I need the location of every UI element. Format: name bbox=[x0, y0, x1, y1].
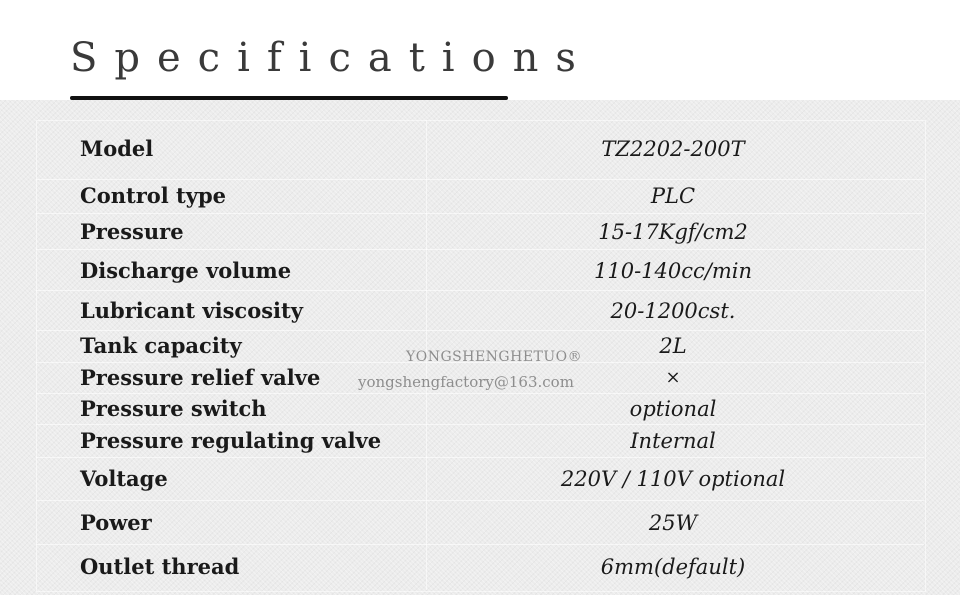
row-divider bbox=[36, 213, 924, 214]
spec-label: Voltage bbox=[80, 466, 168, 491]
spec-label: Control type bbox=[80, 183, 226, 208]
row-divider bbox=[36, 544, 924, 545]
spec-label: Pressure bbox=[80, 219, 184, 244]
header bbox=[0, 0, 960, 100]
spec-row-control-type bbox=[36, 181, 924, 211]
spec-value: 220V / 110V optional bbox=[560, 467, 786, 491]
spec-row-discharge-volume bbox=[36, 256, 924, 286]
page-title: Specifications bbox=[70, 35, 593, 81]
spec-label: Pressure switch bbox=[80, 396, 267, 421]
spec-value: PLC bbox=[650, 184, 696, 208]
spec-label: Outlet thread bbox=[80, 554, 240, 579]
spec-label: Pressure relief valve bbox=[80, 365, 321, 390]
spec-row-voltage bbox=[36, 464, 924, 494]
row-divider bbox=[36, 457, 924, 458]
spec-label: Tank capacity bbox=[80, 333, 242, 358]
spec-value: 110-140cc/min bbox=[593, 259, 752, 283]
spec-label: Discharge volume bbox=[80, 258, 292, 283]
watermark-email: yongshengfactory@163.com bbox=[358, 373, 574, 391]
spec-value: 20-1200cst. bbox=[610, 299, 736, 323]
row-divider bbox=[36, 249, 924, 250]
row-divider bbox=[36, 424, 924, 425]
spec-row-pressure-switch bbox=[36, 394, 924, 424]
spec-row-outlet-thread bbox=[36, 552, 924, 582]
spec-value: Internal bbox=[630, 429, 716, 453]
watermark-brand: YONGSHENGHETUO® bbox=[406, 349, 583, 365]
spec-row-power bbox=[36, 508, 924, 538]
row-divider bbox=[36, 179, 924, 180]
spec-row-pressure-regulating-valve bbox=[36, 426, 924, 456]
spec-label: Pressure regulating valve bbox=[80, 428, 382, 453]
spec-value: × bbox=[665, 367, 681, 388]
spec-value: 6mm(default) bbox=[600, 555, 746, 579]
row-divider bbox=[36, 500, 924, 501]
specifications-panel bbox=[0, 100, 960, 595]
spec-label: Model bbox=[80, 136, 154, 161]
spec-label: Lubricant viscosity bbox=[80, 298, 303, 323]
spec-value: TZ2202-200T bbox=[601, 137, 745, 161]
spec-value: 2L bbox=[659, 334, 687, 358]
spec-row-lubricant-viscosity bbox=[36, 296, 924, 326]
spec-row-model bbox=[36, 134, 924, 164]
row-divider bbox=[36, 290, 924, 291]
spec-value: 15-17Kgf/cm2 bbox=[598, 220, 748, 244]
spec-value: 25W bbox=[648, 511, 698, 535]
spec-value: optional bbox=[629, 397, 717, 421]
spec-label: Power bbox=[80, 510, 152, 535]
spec-row-pressure bbox=[36, 217, 924, 247]
